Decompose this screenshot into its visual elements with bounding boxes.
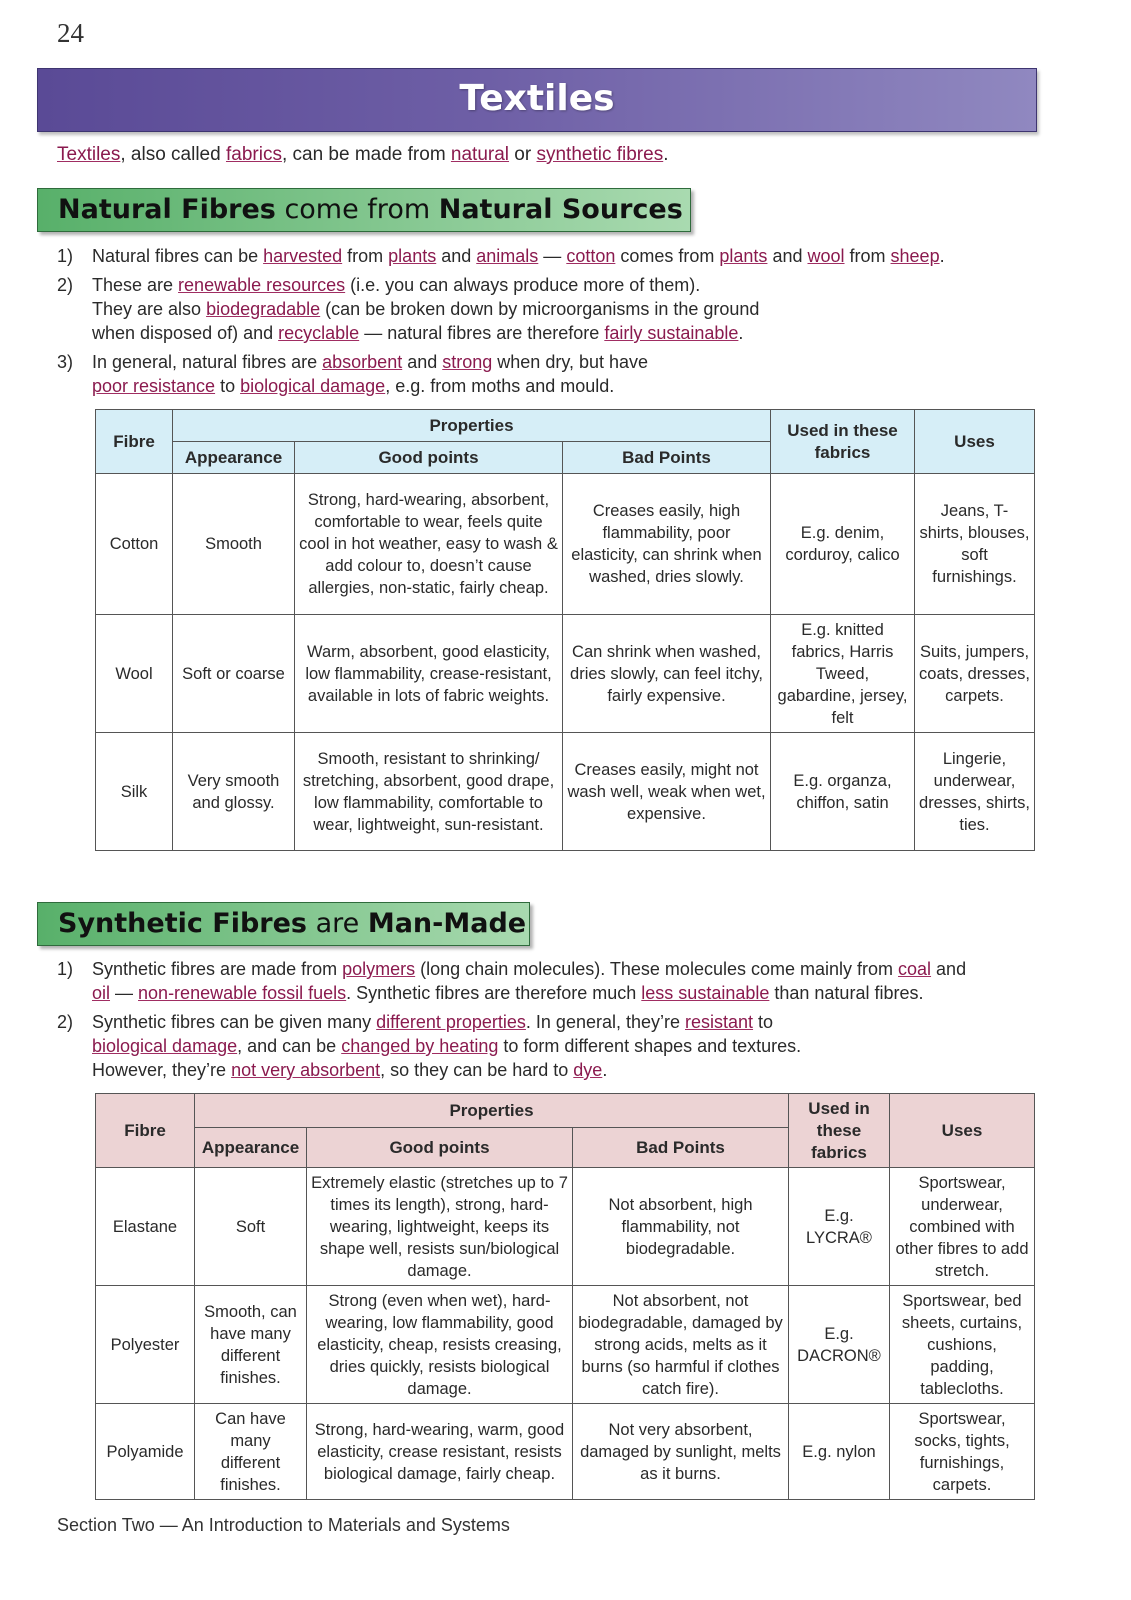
keyword: sheep: [890, 246, 940, 266]
header-appearance: Appearance: [195, 1128, 307, 1168]
text: In general, natural fibres are: [92, 352, 323, 372]
keyword: different properties: [376, 1012, 526, 1032]
keyword: fairly sustainable: [604, 323, 739, 343]
heading-text: come from: [275, 194, 439, 225]
cell-used-in-fabrics: E.g. denim, corduroy, calico: [771, 474, 915, 615]
list-item: [57, 244, 945, 268]
keyword: harvested: [263, 246, 343, 266]
text: than natural fibres.: [769, 983, 924, 1003]
header-bad-points: Bad Points: [573, 1128, 789, 1168]
keyword: biodegradable: [206, 299, 321, 319]
keyword: wool: [807, 246, 845, 266]
cell-appearance: Smooth, can have many different finishes.: [195, 1286, 307, 1404]
line: [92, 297, 945, 321]
text: and: [436, 246, 477, 266]
text: (long chain molecules). These molecules come mainly from: [415, 959, 899, 979]
title-banner: [37, 68, 1037, 132]
page-footer: Section Two — An Introduction to Materials and Systems: [57, 1515, 510, 1535]
cell-used-in-fabrics: E.g. LYCRA®: [789, 1168, 890, 1286]
cell-uses: Suits, jumpers, coats, dresses, carpets.: [915, 615, 1035, 733]
cell-good-points: Smooth, resistant to shrinking/ stretching, absorbent, good drape, low flammability, comfortable to wear, lightweight, sun-resistant.: [295, 733, 563, 851]
keyword: not very absorbent: [231, 1060, 381, 1080]
keyword: natural: [450, 144, 510, 165]
keyword: dye: [573, 1060, 603, 1080]
keyword: oil: [92, 983, 111, 1003]
keyword: renewable resources: [178, 275, 346, 295]
cell-bad-points: Can shrink when washed, dries slowly, can feel itchy, fairly expensive.: [563, 615, 771, 733]
keyword: non-renewable fossil fuels: [138, 983, 347, 1003]
cell-fibre: Elastane: [96, 1168, 195, 1286]
keyword: plants: [388, 246, 437, 266]
keyword: plants: [719, 246, 768, 266]
section-heading-natural: [37, 188, 691, 232]
list-item: [57, 957, 966, 1005]
cell-fibre: Cotton: [96, 474, 173, 615]
text: or: [509, 144, 537, 165]
cell-appearance: Soft: [195, 1168, 307, 1286]
heading-bold: Natural Fibres: [58, 194, 276, 225]
table-row: [96, 733, 1035, 851]
text: , can be made from: [281, 144, 451, 165]
keyword: recyclable: [278, 323, 360, 343]
line: [92, 273, 945, 297]
text: , e.g. from moths and mould.: [385, 376, 615, 396]
page-title: Textiles: [459, 78, 615, 119]
natural-fibres-table: [95, 409, 1035, 851]
cell-uses: Sportswear, bed sheets, curtains, cushions, padding, tablecloths.: [890, 1286, 1035, 1404]
keyword: synthetic fibres: [536, 144, 664, 165]
text: —: [110, 983, 139, 1003]
cell-uses: Sportswear, socks, tights, furnishings, carpets.: [890, 1404, 1035, 1500]
keyword: coal: [898, 959, 932, 979]
keyword: biological damage: [92, 1036, 238, 1056]
header-used-in-fabrics: Used in these fabrics: [771, 410, 915, 474]
keyword: changed by heating: [341, 1036, 499, 1056]
cell-good-points: Strong (even when wet), hard-wearing, low flammability, good elasticity, cheap, resists creasing, dries quickly, resists biological damage.: [307, 1286, 573, 1404]
heading-bold: Man-Made: [367, 908, 527, 939]
text: and: [767, 246, 808, 266]
section-heading-synthetic: [37, 902, 530, 946]
header-uses: Uses: [890, 1094, 1035, 1168]
text: These are: [92, 275, 179, 295]
heading-bold: Natural Sources: [438, 194, 683, 225]
line: [92, 1034, 966, 1058]
heading-bold: Synthetic Fibres: [58, 908, 307, 939]
cell-uses: Jeans, T-shirts, blouses, soft furnishings.: [915, 474, 1035, 615]
text: (can be broken down by microorganisms in the ground: [320, 299, 760, 319]
text: from: [342, 246, 389, 266]
text: , and can be: [237, 1036, 342, 1056]
cell-good-points: Warm, absorbent, good elasticity, low flammability, crease-resistant, available in lots of fabric weights.: [295, 615, 563, 733]
text: and: [402, 352, 443, 372]
line: [92, 1010, 966, 1034]
text: , so they can be hard to: [380, 1060, 574, 1080]
line: [92, 374, 945, 398]
keyword: absorbent: [322, 352, 403, 372]
cell-appearance: Soft or coarse: [173, 615, 295, 733]
header-fibre: Fibre: [96, 410, 173, 474]
header-used-in-fabrics: Used in these fabrics: [789, 1094, 890, 1168]
line: [92, 244, 945, 268]
text: — natural fibres are therefore: [359, 323, 605, 343]
line: [92, 1058, 966, 1082]
text: —: [538, 246, 567, 266]
text: Synthetic fibres can be given many: [92, 1012, 377, 1032]
item-number: 1): [57, 246, 74, 266]
keyword: cotton: [566, 246, 616, 266]
header-bad-points: Bad Points: [563, 442, 771, 474]
cell-appearance: Can have many different finishes.: [195, 1404, 307, 1500]
text: (i.e. you can always produce more of them).: [345, 275, 701, 295]
intro-sentence: [57, 142, 669, 168]
header-properties: Properties: [173, 410, 771, 442]
cell-bad-points: Creases easily, high flammability, poor elasticity, can shrink when washed, dries slowly.: [563, 474, 771, 615]
cell-fibre: Polyester: [96, 1286, 195, 1404]
line: [92, 957, 966, 981]
text: when dry, but have: [492, 352, 649, 372]
keyword: poor resistance: [92, 376, 216, 396]
item-number: 1): [57, 959, 74, 979]
item-number: 2): [57, 275, 74, 295]
item-number: 3): [57, 352, 74, 372]
keyword: less sustainable: [641, 983, 770, 1003]
cell-good-points: Extremely elastic (stretches up to 7 times its length), strong, hard-wearing, lightweight, keeps its shape well, resists sun/biological damage.: [307, 1168, 573, 1286]
header-properties: Properties: [195, 1094, 789, 1128]
heading-text: are: [307, 908, 368, 939]
list-item: [57, 1010, 966, 1082]
text: .: [602, 1060, 608, 1080]
keyword: polymers: [342, 959, 416, 979]
keyword: resistant: [685, 1012, 754, 1032]
cell-bad-points: Creases easily, might not wash well, weak when wet, expensive.: [563, 733, 771, 851]
header-fibre: Fibre: [96, 1094, 195, 1168]
line: [92, 981, 966, 1005]
synthetic-fibres-table: [95, 1093, 1035, 1500]
cell-used-in-fabrics: E.g. knitted fabrics, Harris Tweed, gabardine, jersey, felt: [771, 615, 915, 733]
cell-good-points: Strong, hard-wearing, absorbent, comfortable to wear, feels quite cool in hot weather, easy to wash & add colour to, doesn’t cause allergies, non-static, fairly cheap.: [295, 474, 563, 615]
text: . In general, they’re: [525, 1012, 686, 1032]
text: Synthetic fibres are made from: [92, 959, 343, 979]
text: when disposed of) and: [92, 323, 279, 343]
cell-appearance: Smooth: [173, 474, 295, 615]
header-uses: Uses: [915, 410, 1035, 474]
text: .: [939, 246, 945, 266]
header-appearance: Appearance: [173, 442, 295, 474]
keyword: fabrics: [225, 144, 282, 165]
table-row: [96, 1168, 1035, 1286]
cell-uses: Lingerie, underwear, dresses, shirts, ties.: [915, 733, 1035, 851]
text: Natural fibres can be: [92, 246, 264, 266]
text: They are also: [92, 299, 207, 319]
table-row: [96, 1286, 1035, 1404]
text: from: [844, 246, 891, 266]
text: However, they’re: [92, 1060, 232, 1080]
cell-good-points: Strong, hard-wearing, warm, good elasticity, crease resistant, resists biological damage, fairly cheap.: [307, 1404, 573, 1500]
keyword: animals: [476, 246, 539, 266]
item-number: 2): [57, 1012, 74, 1032]
page-number: 24: [57, 18, 84, 48]
cell-used-in-fabrics: E.g. organza, chiffon, satin: [771, 733, 915, 851]
keyword: Textiles: [57, 144, 121, 165]
table-row: [96, 474, 1035, 615]
list-item: [57, 273, 945, 345]
cell-fibre: Silk: [96, 733, 173, 851]
table-row: [96, 1404, 1035, 1500]
text: comes from: [615, 246, 720, 266]
cell-bad-points: Not absorbent, high flammability, not biodegradable.: [573, 1168, 789, 1286]
keyword: biological damage: [240, 376, 386, 396]
text: , also called: [120, 144, 226, 165]
line: [92, 350, 945, 374]
text: .: [663, 144, 669, 165]
header-good-points: Good points: [307, 1128, 573, 1168]
text: to: [215, 376, 241, 396]
text: and: [931, 959, 967, 979]
cell-used-in-fabrics: E.g. nylon: [789, 1404, 890, 1500]
cell-appearance: Very smooth and glossy.: [173, 733, 295, 851]
list-item: [57, 350, 945, 398]
cell-fibre: Polyamide: [96, 1404, 195, 1500]
text: to: [753, 1012, 774, 1032]
text: .: [738, 323, 744, 343]
header-good-points: Good points: [295, 442, 563, 474]
cell-bad-points: Not very absorbent, damaged by sunlight, melts as it burns.: [573, 1404, 789, 1500]
cell-used-in-fabrics: E.g. DACRON®: [789, 1286, 890, 1404]
keyword: strong: [442, 352, 493, 372]
cell-uses: Sportswear, underwear, combined with other fibres to add stretch.: [890, 1168, 1035, 1286]
cell-bad-points: Not absorbent, not biodegradable, damaged by strong acids, melts as it burns (so harmful if clothes catch fire).: [573, 1286, 789, 1404]
text: . Synthetic fibres are therefore much: [346, 983, 642, 1003]
cell-fibre: Wool: [96, 615, 173, 733]
line: [92, 321, 945, 345]
synthetic-points-list: [57, 957, 966, 1087]
table-row: [96, 615, 1035, 733]
natural-points-list: [57, 244, 945, 403]
text: to form different shapes and textures.: [498, 1036, 802, 1056]
